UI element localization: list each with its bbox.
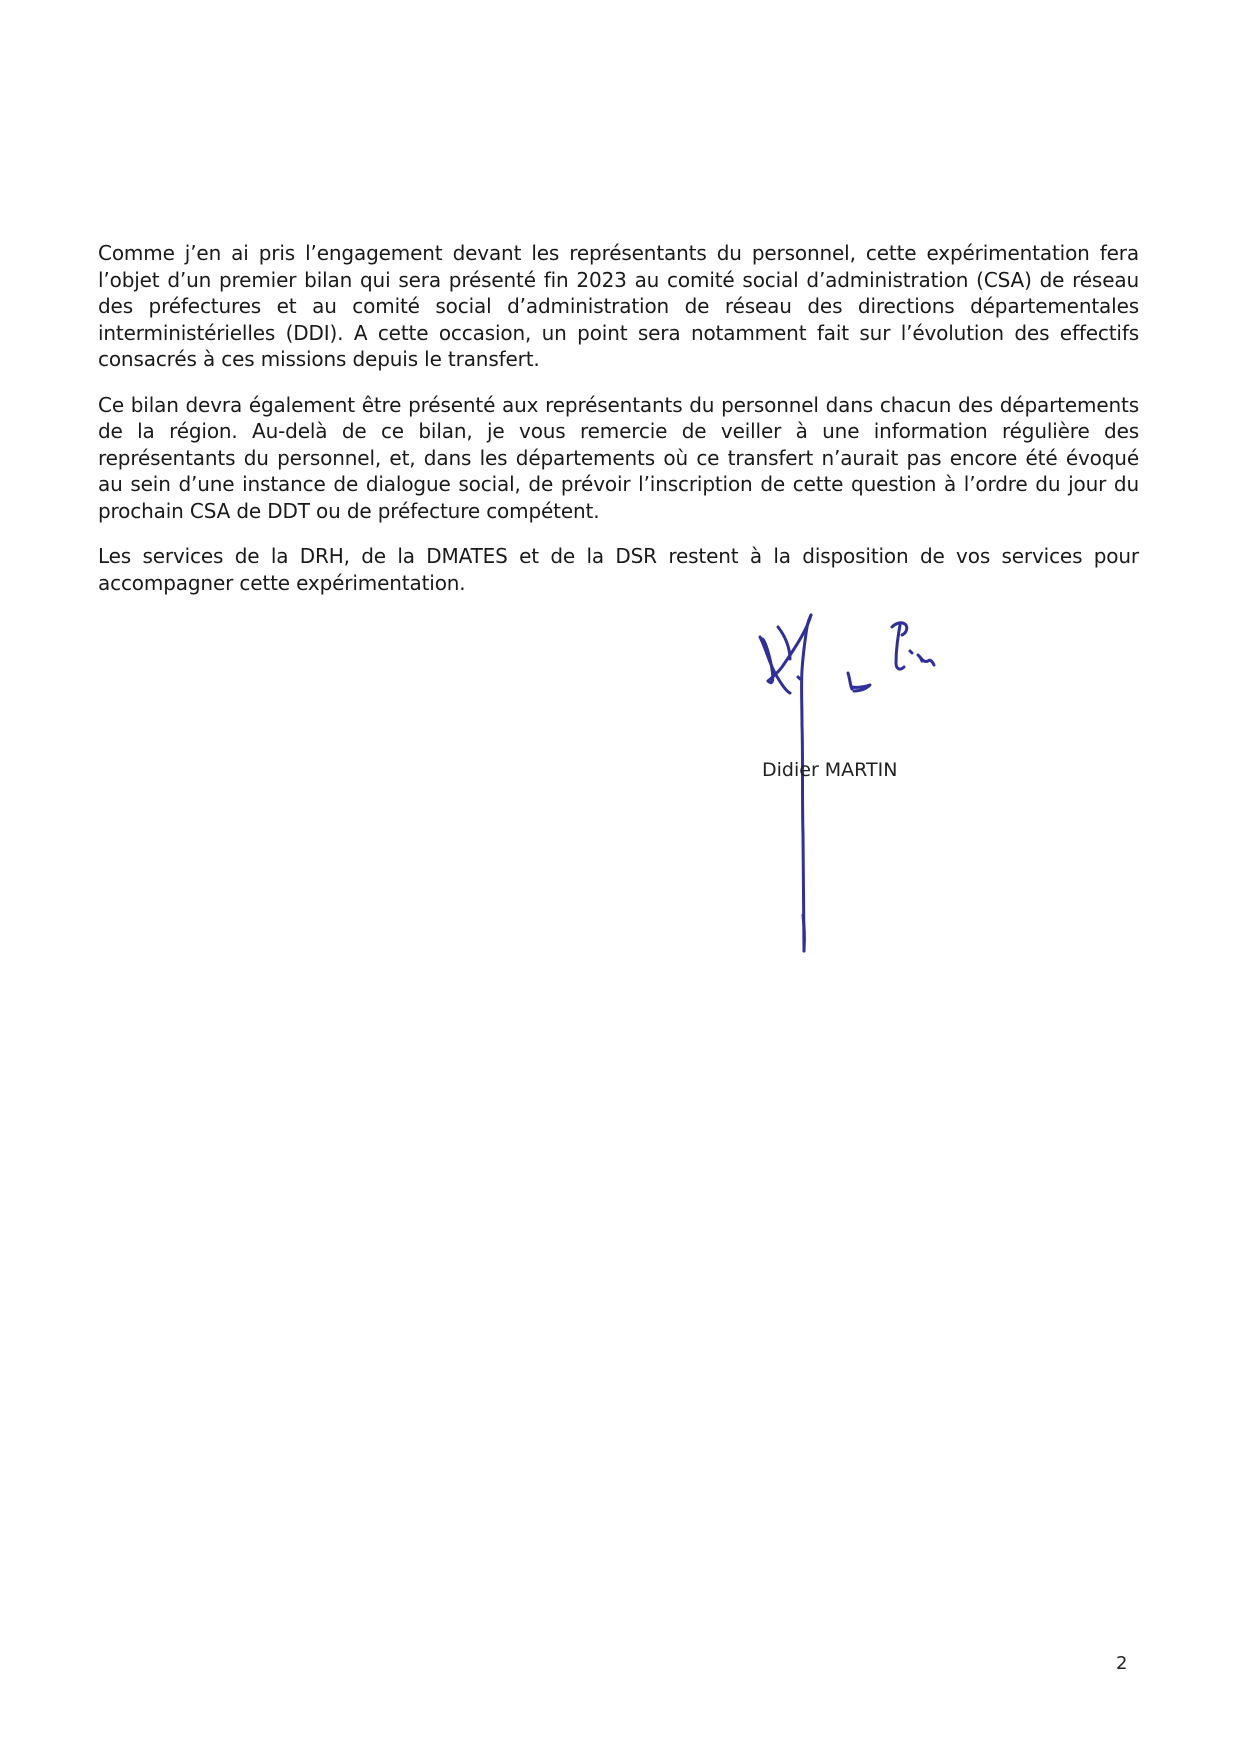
signature-block (760, 615, 1020, 965)
page-number: 2 (1116, 1653, 1128, 1674)
paragraph-assessment: Comme j’en ai pris l’engagement devant les représentants du personnel, cette expérimentation fera l’objet d’un premier bilan qui sera présenté fin 2023 au comité social d’administration (CSA) de réseau des préfectures et au comité social d’administration de réseau des directions départementales interministérielles (DDI). A cette occasion, un point sera notamment fait sur l’évolution des effectifs consacrés à ces missions depuis le transfert. (98, 241, 1139, 371)
handwritten-signature (760, 615, 1020, 965)
paragraph-support-services: Les services de la DRH, de la DMATES et de la DSR restent à la disposition de vos services pour accompagner cette expérimentation. (98, 544, 1139, 595)
signatory-name: Didier MARTIN (762, 759, 898, 781)
paragraph-staff-information: Ce bilan devra également être présenté aux représentants du personnel dans chacun des départements de la région. Au-delà de ce bilan, je vous remercie de veiller à une information régulière des représentants du personnel, et, dans les départements où ce transfert n’aurait pas encore été évoqué au sein d’une instance de dialogue social, de prévoir l’inscription de cette question à l’ordre du jour du prochain CSA de DDT ou de préfecture compétent. (98, 392, 1139, 523)
letter-body (98, 240, 1139, 615)
